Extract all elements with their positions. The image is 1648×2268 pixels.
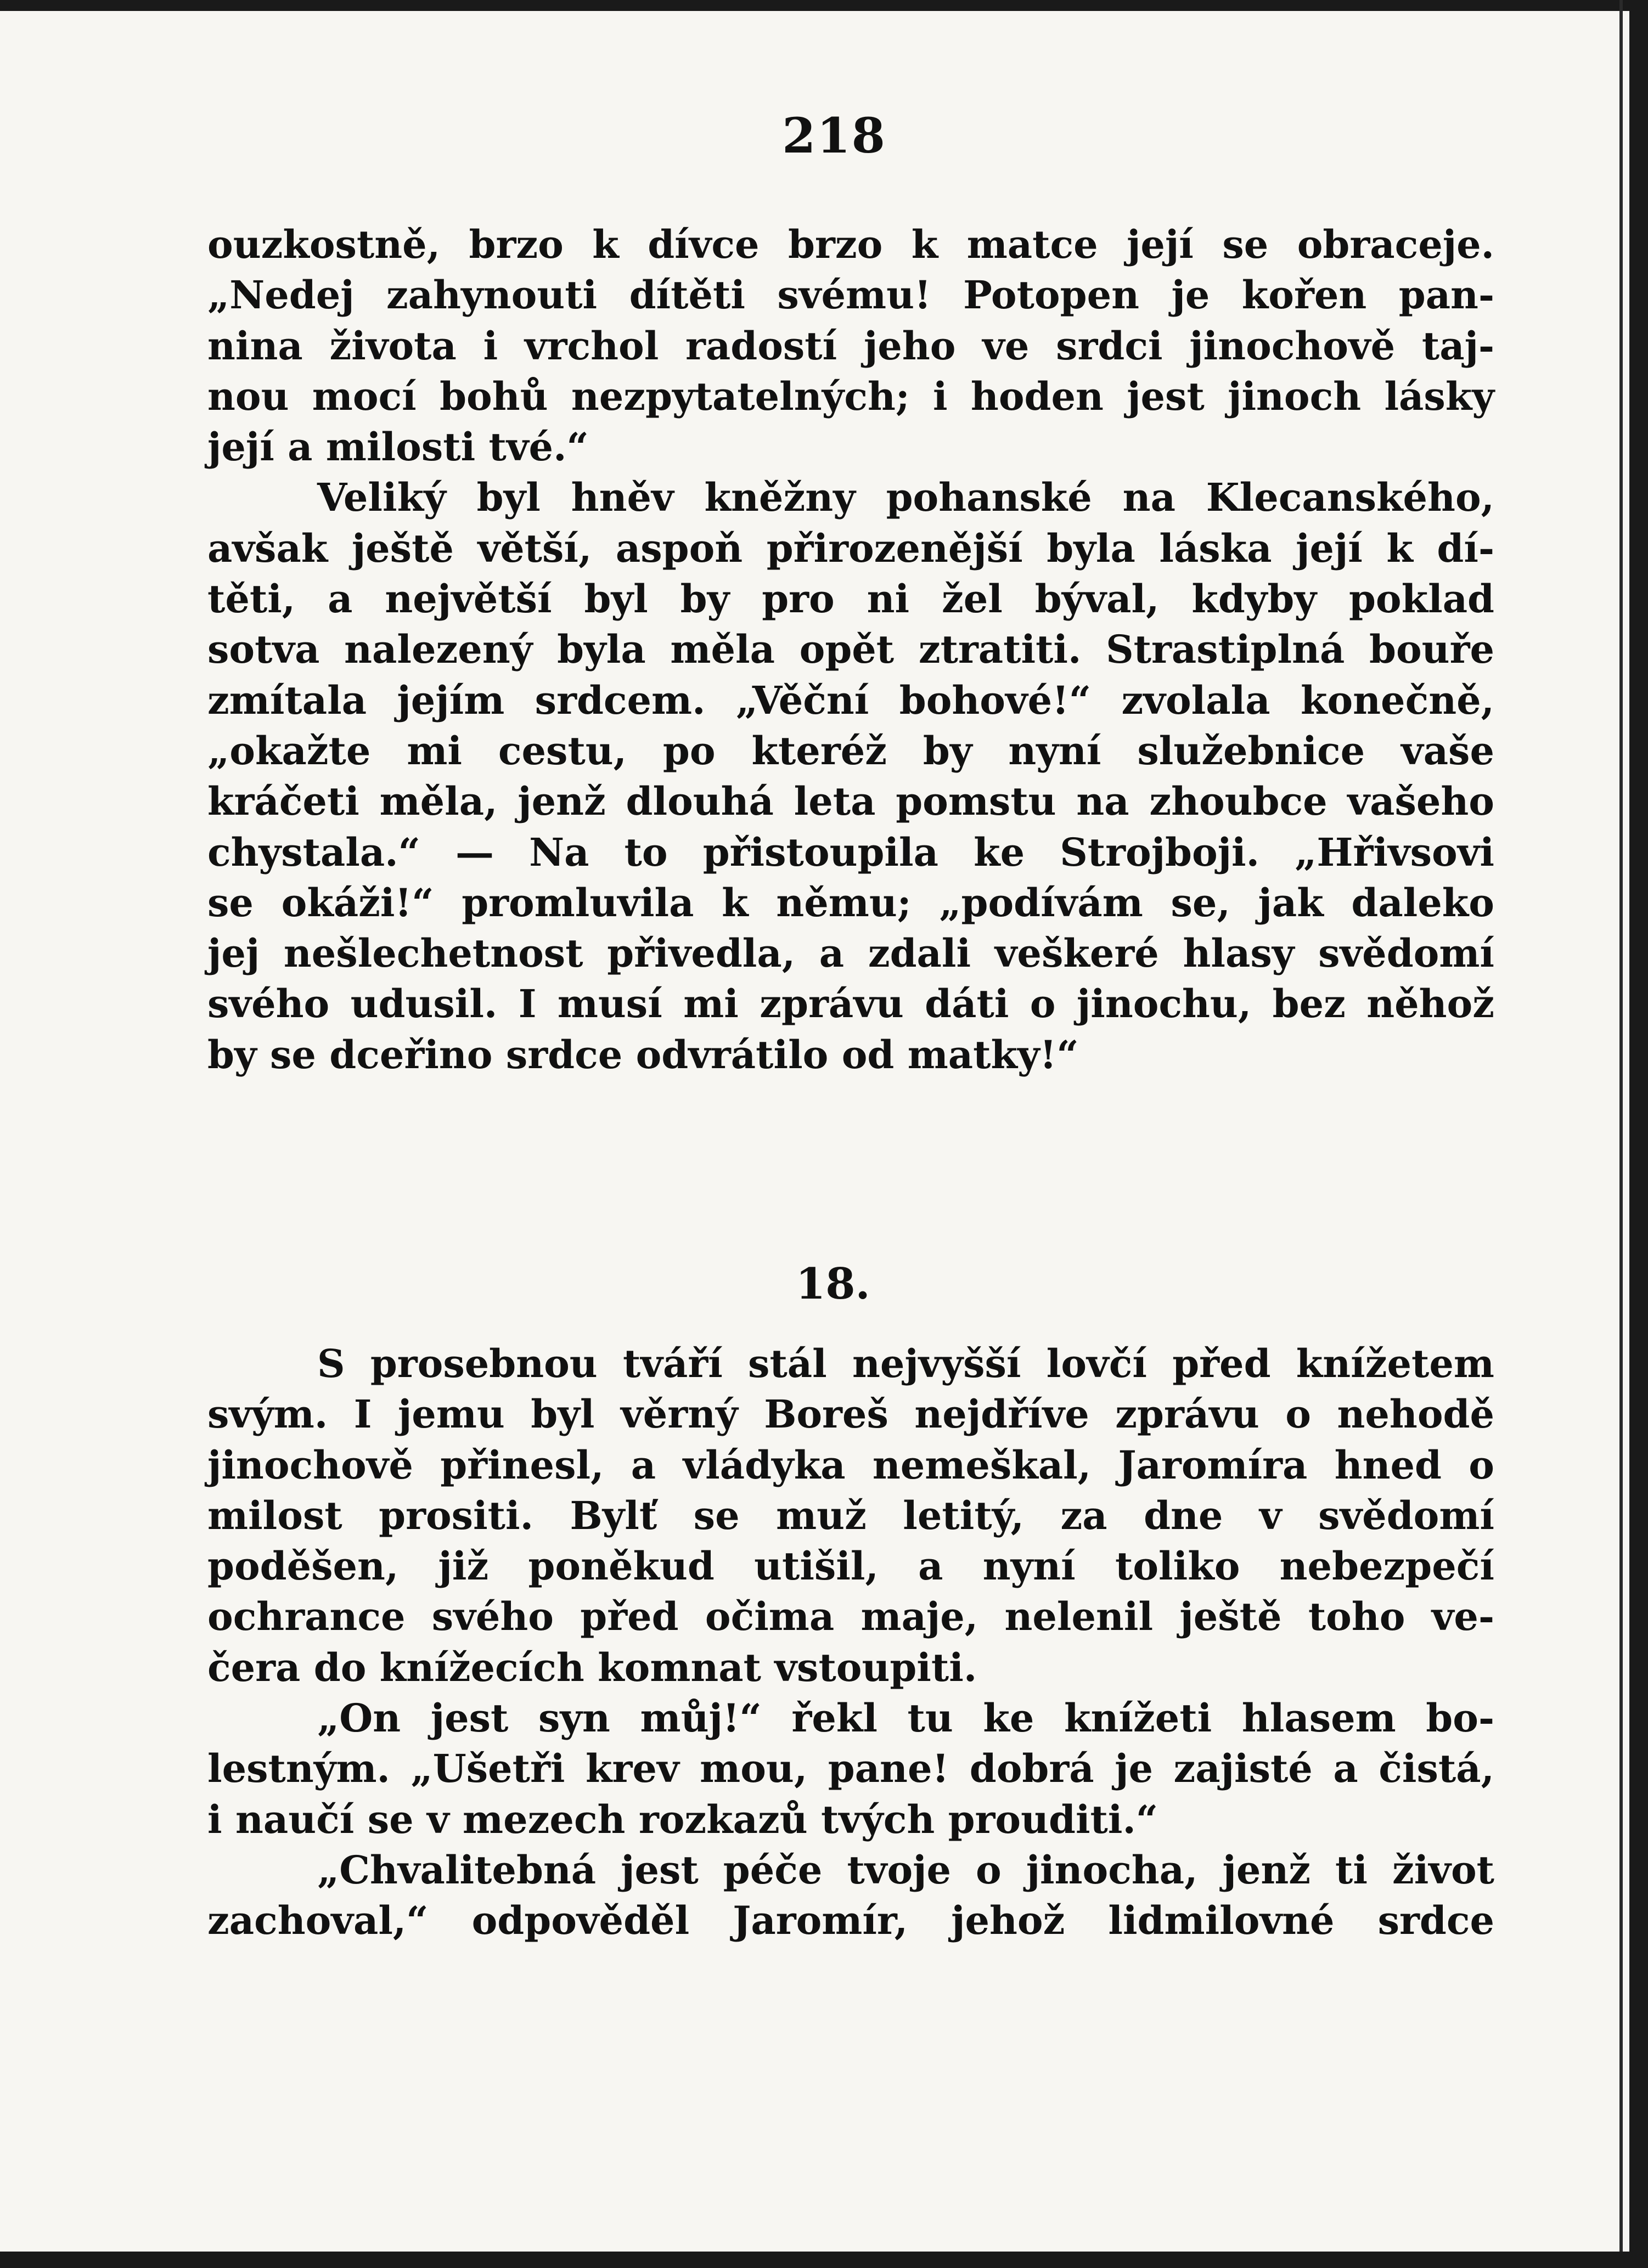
- text-line: sotva nalezený byla měla opět ztratiti. Strastiplná bouře: [207, 627, 1494, 673]
- text-line: nou mocí bohů nezpytatelných; i hoden jest jinoch lásky: [207, 373, 1494, 419]
- text-line: kráčeti měla, jenž dlouhá leta pomstu na zhoubce vašeho: [207, 778, 1494, 825]
- text-line: těti, a největší byl by pro ni žel býval, kdyby poklad: [207, 576, 1494, 622]
- text-line: avšak ještě větší, aspoň přirozenější byla láska její k dí-: [207, 525, 1494, 571]
- section-heading: 18.: [796, 1259, 870, 1309]
- text-line: Veliký byl hněv kněžny pohanské na Klecanského,: [317, 475, 1494, 521]
- text-line: zmítala jejím srdcem. „Věční bohové!“ zvolala konečně,: [207, 677, 1494, 723]
- text-line: milost prositi. Bylť se muž letitý, za dne v svědomí: [207, 1492, 1494, 1538]
- text-line: S prosebnou tváří stál nejvyšší lovčí před knížetem: [317, 1341, 1494, 1386]
- text-line: čera do knížecích komnat vstoupiti.: [207, 1644, 977, 1690]
- text-line: „Chvalitebná jest péče tvoje o jinocha, jenž ti život: [317, 1847, 1494, 1893]
- text-line: svého udusil. I musí mi zprávu dáti o jinochu, bez něhož: [207, 981, 1494, 1027]
- text-line: zachoval,“ odpověděl Jaromír, jehož lidmilovné srdce: [207, 1898, 1494, 1944]
- text-line: ouzkostně, brzo k dívce brzo k matce její se obraceje.: [207, 222, 1494, 267]
- scan-border-bottom: [0, 2252, 1648, 2268]
- text-block-2: [207, 1339, 1494, 1947]
- text-line: nina života i vrchol radostí jeho ve srdci jinochově taj-: [207, 323, 1494, 369]
- text-block-1: [207, 219, 1494, 1080]
- text-line: „Nedej zahynouti dítěti svému! Potopen je kořen pan-: [207, 272, 1494, 318]
- text-line: by se dceřino srdce odvrátilo od matky!“: [207, 1031, 1079, 1077]
- scan-border-right-inner: [1619, 0, 1623, 2268]
- text-line: ochrance svého před očima maje, nelenil ještě toho ve-: [207, 1594, 1494, 1640]
- text-line: svým. I jemu byl věrný Boreš nejdříve zprávu o nehodě: [207, 1391, 1494, 1437]
- text-line: i naučí se v mezech rozkazů tvých prouditi.“: [207, 1796, 1158, 1842]
- scan-border-right: [1629, 0, 1648, 2268]
- text-line: se okáži!“ promluvila k němu; „podívám se, jak daleko: [207, 879, 1494, 926]
- text-line: „On jest syn můj!“ řekl tu ke knížeti hlasem bo-: [317, 1695, 1494, 1741]
- text-line: její a milosti tvé.“: [207, 424, 589, 470]
- text-line: jinochově přinesl, a vládyka nemeškal, Jaromíra hned o: [207, 1442, 1494, 1488]
- text-line: jej nešlechetnost přivedla, a zdali veškeré hlasy svědomí: [207, 930, 1494, 977]
- page-number: 218: [782, 107, 886, 164]
- scan-border-top: [0, 0, 1648, 11]
- text-line: „okažte mi cestu, po kteréž by nyní služebnice vaše: [207, 727, 1494, 774]
- text-line: poděšen, již poněkud utišil, a nyní toliko nebezpečí: [207, 1543, 1494, 1589]
- text-line: lestným. „Ušetři krev mou, pane! dobrá je zajisté a čistá,: [207, 1746, 1494, 1792]
- text-line: chystala.“ — Na to přistoupila ke Strojboji. „Hřivsovi: [207, 829, 1494, 875]
